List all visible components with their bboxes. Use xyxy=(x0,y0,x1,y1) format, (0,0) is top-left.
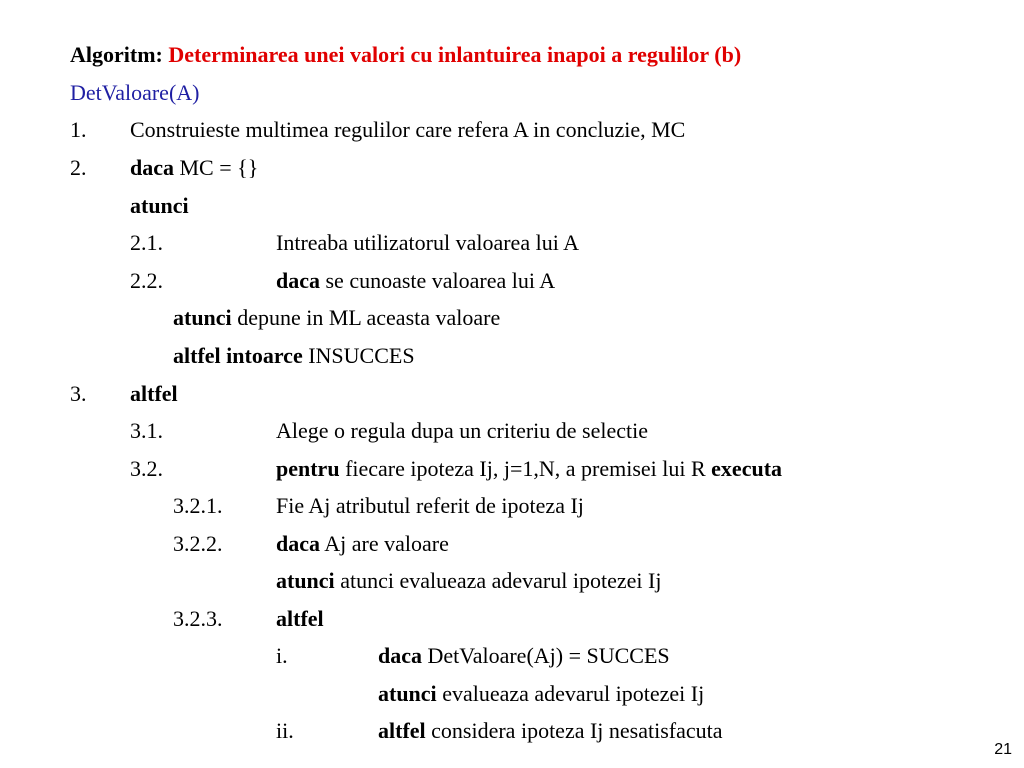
step-text xyxy=(378,681,704,707)
step-number: 2.2. xyxy=(130,268,163,293)
step-number: 3.2.3. xyxy=(173,606,223,631)
keyword: atunci xyxy=(173,305,232,330)
title-prefix: Algoritm: xyxy=(70,42,163,67)
step-text xyxy=(173,343,415,369)
slide-title xyxy=(70,42,741,68)
title-text: Determinarea unei valori cu inlantuirea inapoi a regulilor (b) xyxy=(168,42,742,67)
step-number: ii. xyxy=(276,718,294,743)
step-text: Fie Aj atributul referit de ipoteza Ij xyxy=(276,493,584,518)
step-text xyxy=(276,456,782,482)
keyword: daca xyxy=(276,531,320,556)
keyword: atunci xyxy=(276,568,335,593)
step-text xyxy=(276,568,661,594)
step-text xyxy=(276,268,555,294)
step-number: 3.1. xyxy=(130,418,163,443)
keyword: altfel intoarce xyxy=(173,343,303,368)
keyword: daca xyxy=(130,155,174,180)
keyword: atunci xyxy=(378,681,437,706)
slide-number: 21 xyxy=(994,741,1012,758)
statement-text: DetValoare(Aj) = SUCCES xyxy=(422,643,670,668)
keyword: daca xyxy=(378,643,422,668)
step-number: 3.2.2. xyxy=(173,531,223,556)
step-text xyxy=(378,643,670,669)
step-number: 3. xyxy=(70,381,87,406)
step-number: 3.2. xyxy=(130,456,163,481)
step-text: Alege o regula dupa un criteriu de selectie xyxy=(276,418,649,443)
keyword: pentru xyxy=(276,456,340,481)
step-text xyxy=(276,531,449,557)
statement-text: fiecare ipoteza Ij, j=1,N, a premisei lui R xyxy=(339,456,712,481)
function-signature: DetValoare(A) xyxy=(70,80,200,105)
step-number: 2. xyxy=(70,155,87,180)
keyword: altfel xyxy=(276,606,324,631)
keyword: executa xyxy=(711,456,783,481)
step-text xyxy=(130,155,258,181)
step-text: Intreaba utilizatorul valoarea lui A xyxy=(276,230,579,255)
statement-text: se cunoaste valoarea lui A xyxy=(320,268,556,293)
statement-text: considera ipoteza Ij nesatisfacuta xyxy=(425,718,723,743)
statement-text: MC = {} xyxy=(174,155,259,180)
step-text xyxy=(173,305,500,331)
statement-text: depune in ML aceasta valoare xyxy=(231,305,501,330)
keyword: daca xyxy=(276,268,320,293)
statement-text: Aj are valoare xyxy=(320,531,449,556)
keyword: altfel xyxy=(130,381,178,406)
step-number: 1. xyxy=(70,117,87,142)
keyword: atunci xyxy=(130,193,189,218)
step-text: Construieste multimea regulilor care refera A in concluzie, MC xyxy=(130,117,686,142)
step-text xyxy=(378,718,723,744)
statement-text: INSUCCES xyxy=(302,343,415,368)
step-number: 2.1. xyxy=(130,230,163,255)
statement-text: atunci evalueaza adevarul ipotezei Ij xyxy=(334,568,662,593)
step-number: i. xyxy=(276,643,288,668)
keyword: altfel xyxy=(378,718,426,743)
statement-text: evalueaza adevarul ipotezei Ij xyxy=(436,681,705,706)
step-number: 3.2.1. xyxy=(173,493,223,518)
